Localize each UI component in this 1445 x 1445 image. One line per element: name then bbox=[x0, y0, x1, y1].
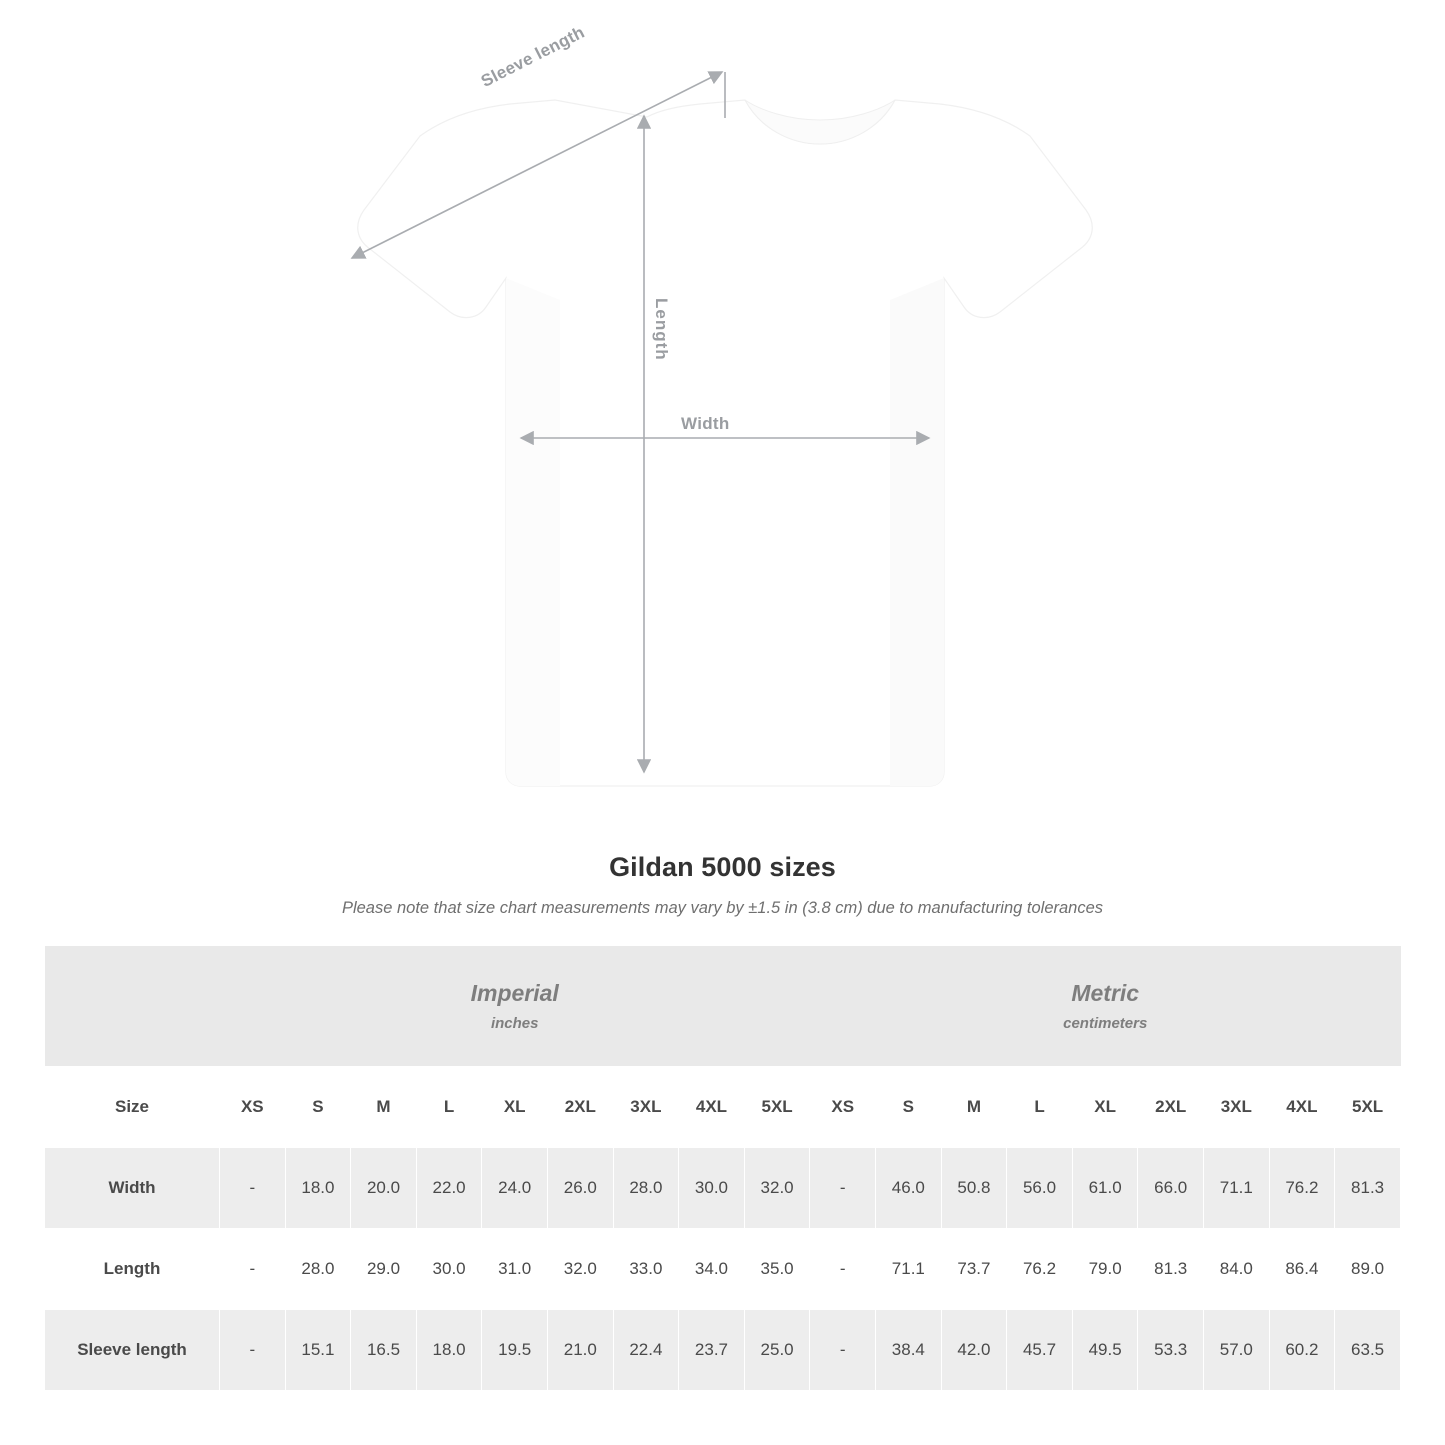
unit-header-row bbox=[45, 946, 1401, 1067]
cell-sleeve-metric-xl: 49.5 bbox=[1072, 1310, 1138, 1391]
cell-length-metric-4xl: 86.4 bbox=[1269, 1229, 1335, 1310]
cell-length-metric-s: 71.1 bbox=[876, 1229, 942, 1310]
cell-width-imperial-xs: - bbox=[220, 1148, 286, 1229]
size-table bbox=[44, 946, 1401, 1391]
cell-width-metric-2xl: 66.0 bbox=[1138, 1148, 1204, 1229]
size-col-imperial-m: M bbox=[351, 1067, 417, 1148]
cell-length-imperial-s: 28.0 bbox=[285, 1229, 351, 1310]
size-header-row bbox=[45, 1067, 1401, 1148]
size-col-imperial-5xl: 5XL bbox=[744, 1067, 810, 1148]
cell-width-metric-l: 56.0 bbox=[1007, 1148, 1073, 1229]
cell-sleeve-imperial-s: 15.1 bbox=[285, 1310, 351, 1391]
size-col-imperial-xl: XL bbox=[482, 1067, 548, 1148]
cell-sleeve-imperial-5xl: 25.0 bbox=[744, 1310, 810, 1391]
cell-length-metric-3xl: 84.0 bbox=[1204, 1229, 1270, 1310]
cell-width-imperial-l: 22.0 bbox=[416, 1148, 482, 1229]
size-col-metric-xl: XL bbox=[1072, 1067, 1138, 1148]
size-col-metric-4xl: 4XL bbox=[1269, 1067, 1335, 1148]
cell-width-metric-5xl: 81.3 bbox=[1335, 1148, 1401, 1229]
cell-length-imperial-3xl: 33.0 bbox=[613, 1229, 679, 1310]
table-row bbox=[45, 1310, 1401, 1391]
cell-sleeve-imperial-xs: - bbox=[220, 1310, 286, 1391]
size-header-label: Size bbox=[45, 1067, 220, 1148]
cell-sleeve-imperial-l: 18.0 bbox=[416, 1310, 482, 1391]
size-col-imperial-3xl: 3XL bbox=[613, 1067, 679, 1148]
cell-length-metric-2xl: 81.3 bbox=[1138, 1229, 1204, 1310]
cell-width-metric-s: 46.0 bbox=[876, 1148, 942, 1229]
cell-length-imperial-m: 29.0 bbox=[351, 1229, 417, 1310]
size-col-metric-xs: XS bbox=[810, 1067, 876, 1148]
size-col-metric-3xl: 3XL bbox=[1204, 1067, 1270, 1148]
metric-header bbox=[810, 946, 1401, 1067]
cell-length-metric-5xl: 89.0 bbox=[1335, 1229, 1401, 1310]
cell-sleeve-metric-l: 45.7 bbox=[1007, 1310, 1073, 1391]
imperial-name: Imperial bbox=[470, 980, 559, 1007]
row-label-width: Width bbox=[45, 1148, 220, 1229]
row-label-length: Length bbox=[45, 1229, 220, 1310]
width-label: Width bbox=[681, 414, 730, 433]
cell-sleeve-metric-s: 38.4 bbox=[876, 1310, 942, 1391]
imperial-header bbox=[220, 946, 810, 1067]
size-col-imperial-s: S bbox=[285, 1067, 351, 1148]
cell-width-metric-m: 50.8 bbox=[941, 1148, 1007, 1229]
size-col-metric-5xl: 5XL bbox=[1335, 1067, 1401, 1148]
cell-sleeve-imperial-m: 16.5 bbox=[351, 1310, 417, 1391]
cell-length-imperial-5xl: 35.0 bbox=[744, 1229, 810, 1310]
cell-width-imperial-xl: 24.0 bbox=[482, 1148, 548, 1229]
cell-length-metric-l: 76.2 bbox=[1007, 1229, 1073, 1310]
row-label-sleeve-length: Sleeve length bbox=[45, 1310, 220, 1391]
size-col-metric-2xl: 2XL bbox=[1138, 1067, 1204, 1148]
cell-width-imperial-5xl: 32.0 bbox=[744, 1148, 810, 1229]
cell-width-metric-3xl: 71.1 bbox=[1204, 1148, 1270, 1229]
cell-sleeve-metric-xs: - bbox=[810, 1310, 876, 1391]
metric-sub: centimeters bbox=[1063, 1014, 1148, 1032]
size-col-metric-m: M bbox=[941, 1067, 1007, 1148]
cell-length-imperial-4xl: 34.0 bbox=[679, 1229, 745, 1310]
cell-sleeve-imperial-xl: 19.5 bbox=[482, 1310, 548, 1391]
tshirt-shape bbox=[358, 100, 1093, 786]
table-row bbox=[45, 1148, 1401, 1229]
cell-length-metric-xl: 79.0 bbox=[1072, 1229, 1138, 1310]
cell-width-imperial-2xl: 26.0 bbox=[547, 1148, 613, 1229]
cell-sleeve-imperial-2xl: 21.0 bbox=[547, 1310, 613, 1391]
size-col-imperial-4xl: 4XL bbox=[679, 1067, 745, 1148]
cell-sleeve-metric-5xl: 63.5 bbox=[1335, 1310, 1401, 1391]
cell-length-imperial-l: 30.0 bbox=[416, 1229, 482, 1310]
imperial-sub: inches bbox=[490, 1014, 539, 1032]
size-col-metric-s: S bbox=[876, 1067, 942, 1148]
cell-sleeve-metric-3xl: 57.0 bbox=[1204, 1310, 1270, 1391]
size-col-imperial-2xl: 2XL bbox=[547, 1067, 613, 1148]
size-col-imperial-l: L bbox=[416, 1067, 482, 1148]
cell-length-imperial-xs: - bbox=[220, 1229, 286, 1310]
cell-sleeve-metric-4xl: 60.2 bbox=[1269, 1310, 1335, 1391]
table-row bbox=[45, 1229, 1401, 1310]
sleeve-length-label: Sleeve length bbox=[478, 22, 588, 91]
cell-length-metric-m: 73.7 bbox=[941, 1229, 1007, 1310]
unit-header-spacer bbox=[45, 946, 220, 1067]
cell-width-imperial-4xl: 30.0 bbox=[679, 1148, 745, 1229]
cell-length-metric-xs: - bbox=[810, 1229, 876, 1310]
size-table-wrap bbox=[44, 946, 1401, 1391]
cell-sleeve-imperial-3xl: 22.4 bbox=[613, 1310, 679, 1391]
cell-width-imperial-s: 18.0 bbox=[285, 1148, 351, 1229]
cell-sleeve-metric-m: 42.0 bbox=[941, 1310, 1007, 1391]
cell-length-imperial-xl: 31.0 bbox=[482, 1229, 548, 1310]
page-title: Gildan 5000 sizes bbox=[609, 852, 836, 882]
cell-width-metric-xl: 61.0 bbox=[1072, 1148, 1138, 1229]
length-label: Length bbox=[652, 298, 671, 361]
cell-sleeve-imperial-4xl: 23.7 bbox=[679, 1310, 745, 1391]
size-col-imperial-xs: XS bbox=[220, 1067, 286, 1148]
cell-length-imperial-2xl: 32.0 bbox=[547, 1229, 613, 1310]
metric-name: Metric bbox=[1071, 980, 1140, 1007]
size-col-metric-l: L bbox=[1007, 1067, 1073, 1148]
cell-width-imperial-m: 20.0 bbox=[351, 1148, 417, 1229]
chart-heading bbox=[0, 852, 1445, 918]
cell-width-metric-4xl: 76.2 bbox=[1269, 1148, 1335, 1229]
cell-width-metric-xs: - bbox=[810, 1148, 876, 1229]
cell-sleeve-metric-2xl: 53.3 bbox=[1138, 1310, 1204, 1391]
tolerance-note: Please note that size chart measurements may vary by ±1.5 in (3.8 cm) due to manufacturing tolerances bbox=[341, 899, 1104, 917]
cell-width-imperial-3xl: 28.0 bbox=[613, 1148, 679, 1229]
